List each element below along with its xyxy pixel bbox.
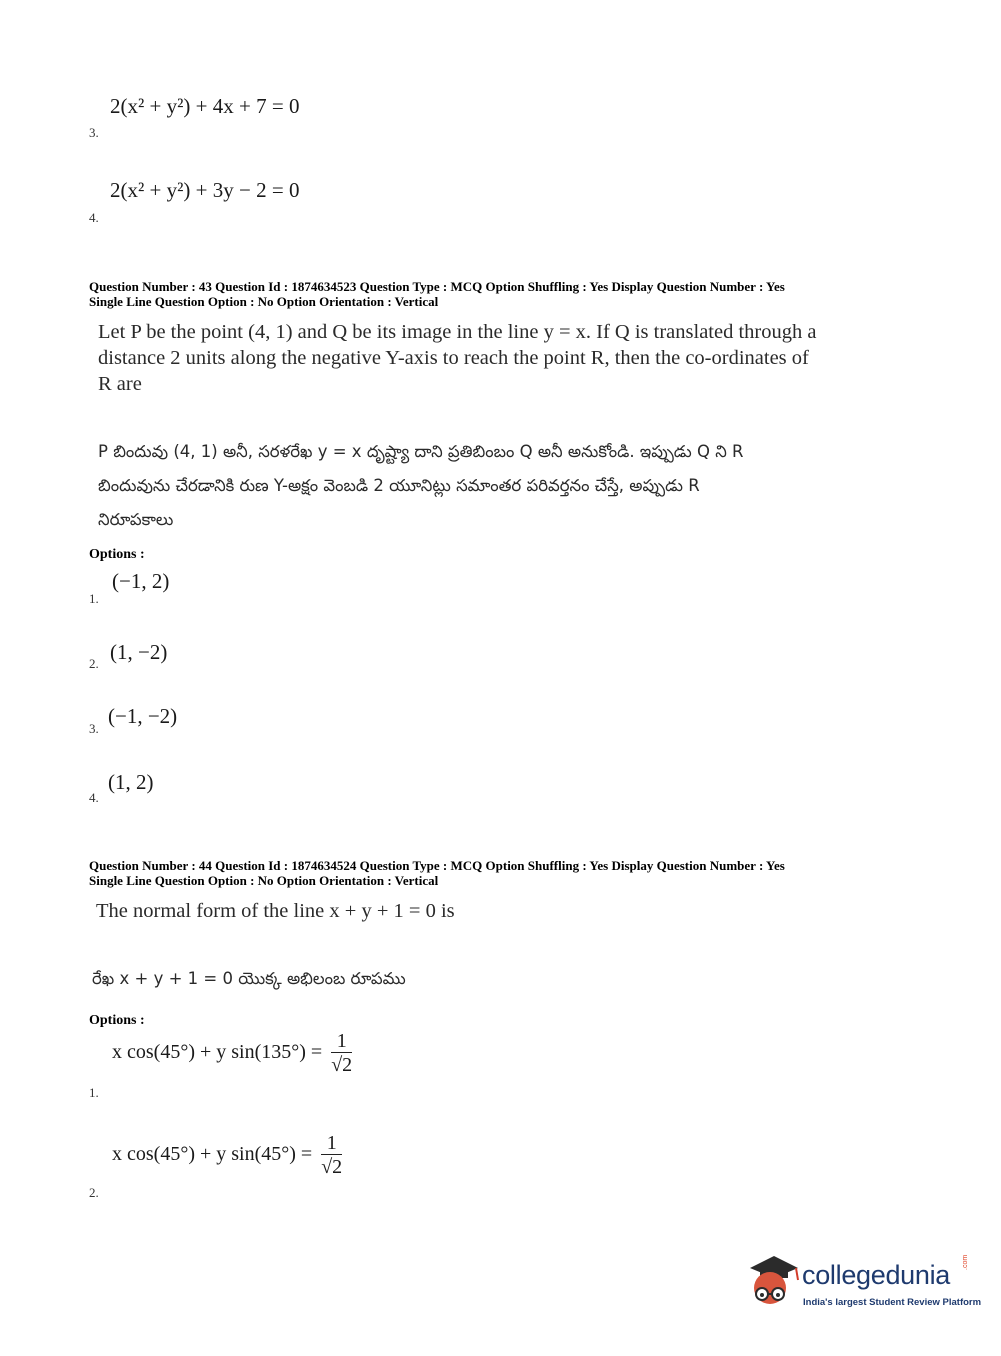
- q44-meta-line1: Question Number : 44 Question Id : 1874634524 Question Type : MCQ Option Shuffling : Yes Display Question Number : Yes: [89, 858, 785, 873]
- q44-option-2-denominator: √2: [321, 1156, 343, 1178]
- q43-option-1-value: (−1, 2): [112, 569, 170, 593]
- q43-english-line3: R are: [98, 373, 142, 395]
- q43-meta-line1: Question Number : 43 Question Id : 1874634523 Question Type : MCQ Option Shuffling : Yes Display Question Number : Yes: [89, 279, 785, 294]
- q43-telugu-line1: P బిందువు (4, 1) అనీ, సరళరేఖ y = x దృష్ట్యా దాని ప్రతిబింబం Q అనీ అనుకోండి. ఇప్పుడు Q ని R: [98, 442, 744, 461]
- q44-telugu: రేఖ x + y + 1 = 0 యొక్క అభిలంబ రూపము: [92, 969, 406, 988]
- prev-option-3-expr: 2(x² + y²) + 4x + 7 = 0: [110, 94, 300, 118]
- q43-english-line1: Let P be the point (4, 1) and Q be its image in the line y = x. If Q is translated through a: [98, 321, 817, 343]
- q43-option-2-value: (1, −2): [110, 640, 168, 664]
- q43-options-label: Options :: [89, 547, 145, 562]
- q43-option-4-value: (1, 2): [108, 770, 154, 794]
- q44-option-2-lhs: x cos(45°) + y sin(45°) =: [112, 1143, 313, 1166]
- q43-meta-line2: Single Line Question Option : No Option Orientation : Vertical: [89, 294, 439, 309]
- q44-option-2-expr: [112, 1132, 342, 1179]
- logo-dotcom-text: .com: [962, 1254, 969, 1270]
- q43-telugu-line3: నిరూపకాలు: [98, 510, 174, 529]
- q44-option-1-number: 1.: [89, 1085, 99, 1100]
- q43-option-2-number: 2.: [89, 656, 99, 671]
- q43-option-3-value: (−1, −2): [108, 704, 178, 728]
- q44-option-1-lhs: x cos(45°) + y sin(135°) =: [112, 1041, 323, 1064]
- q43-option-3-number: 3.: [89, 721, 99, 736]
- q44-option-2-number: 2.: [89, 1185, 99, 1200]
- q44-english: The normal form of the line x + y + 1 = 0 is: [96, 900, 455, 922]
- q44-option-2-fraction: [321, 1132, 342, 1179]
- q44-option-1-denominator: √2: [331, 1054, 353, 1076]
- q44-options-label: Options :: [89, 1013, 145, 1028]
- q44-meta-line2: Single Line Question Option : No Option Orientation : Vertical: [89, 873, 439, 888]
- prev-option-4-number: 4.: [89, 210, 99, 225]
- logo-tagline: India's largest Student Review Platform: [803, 1297, 982, 1308]
- collegedunia-logo[interactable]: [740, 1250, 982, 1320]
- prev-option-4-expr: 2(x² + y²) + 3y − 2 = 0: [110, 178, 300, 202]
- mascot-icon: [740, 1250, 802, 1312]
- q43-telugu-line2: బిందువును చేరడానికి రుణ Y-అక్షం వెంబడి 2 యూనిట్లు సమాంతర పరివర్తనం చేస్తే, అప్పుడు R: [98, 476, 700, 495]
- q44-option-1-expr: [112, 1030, 352, 1077]
- q44-option-1-fraction: [331, 1030, 352, 1077]
- q43-option-1-number: 1.: [89, 591, 99, 606]
- prev-option-3-number: 3.: [89, 125, 99, 140]
- q44-option-1-numerator: 1: [331, 1030, 352, 1053]
- logo-brand-text: collegedunia: [802, 1260, 951, 1290]
- q43-english-line2: distance 2 units along the negative Y-axis to reach the point R, then the co-ordinates of: [98, 347, 809, 369]
- q43-option-4-number: 4.: [89, 790, 99, 805]
- q44-option-2-numerator: 1: [321, 1132, 342, 1155]
